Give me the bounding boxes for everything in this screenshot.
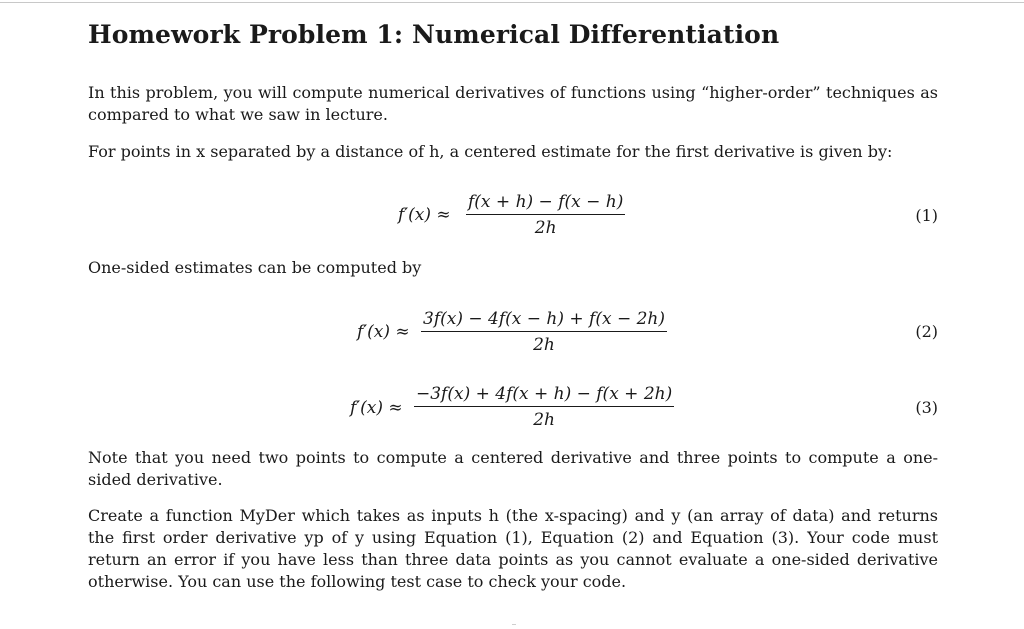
equation-1-numerator: f(x + h) − f(x − h) [466,192,625,215]
equation-1-denominator: 2h [534,218,557,238]
equation-2 [88,309,938,359]
equation-3-fraction [414,384,674,430]
equation-1 [88,192,938,242]
intro-paragraph: In this problem, you will compute numerical derivatives of functions using “higher-order” techniques as compared to what we saw in lecture. [88,83,938,124]
equation-2-number: (2) [915,322,938,341]
equation-3-lhs: f′(x) ≈ [350,398,403,418]
note-paragraph: Note that you need two points to compute a centered derivative and three points to compute a one-sided derivative. [88,448,938,489]
page-bottom-mark [512,624,516,625]
equation-2-denominator: 2h [533,335,555,355]
centered-intro-paragraph: For points in x separated by a distance of h, a centered estimate for the first derivative is given by: [88,142,893,161]
equation-2-fraction [421,309,667,355]
equation-3-numerator: −3f(x) + 4f(x + h) − f(x + 2h) [414,384,674,407]
task-paragraph: Create a function MyDer which takes as inputs h (the x-spacing) and y (an array of data) and returns the first order derivative yp of y using Equation (1), Equation (2) and Equation (3). Your code must return an error if you have less than three data points as you cannot evaluate a one-sided derivative otherwise. You can use the following test case to check your code. [88,506,938,591]
equation-1-number: (1) [915,206,938,225]
equation-2-numerator: 3f(x) − 4f(x − h) + f(x − 2h) [421,309,667,332]
page-title: Homework Problem 1: Numerical Differentiation [88,20,780,49]
equation-1-lhs: f′(x) ≈ [398,205,451,225]
equation-3-number: (3) [915,398,938,417]
one-sided-intro-paragraph: One-sided estimates can be computed by [88,258,422,277]
page-top-border [0,2,1024,3]
equation-1-fraction [466,192,625,238]
equation-2-lhs: f′(x) ≈ [357,322,410,342]
equation-3 [88,384,938,434]
equation-3-denominator: 2h [533,410,555,430]
